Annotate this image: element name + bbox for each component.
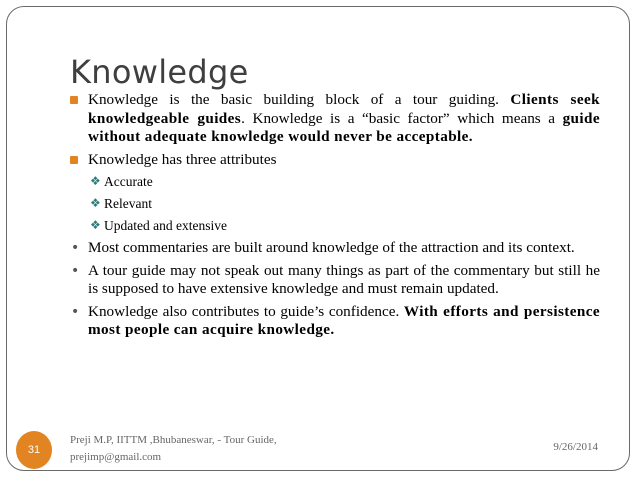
item-text: With efforts and persistence most people can acquire knowledge. [88, 302, 601, 338]
bullet-list [68, 91, 600, 344]
item-text: Relevant [104, 196, 152, 211]
item-text: guide without adequate knowledge would never be acceptable. [88, 109, 601, 145]
list-item [68, 151, 600, 170]
footer-date: 9/26/2014 [553, 441, 598, 453]
diamond-bullet-icon: ❖ [90, 196, 101, 210]
item-text: . Knowledge is a “basic factor” which means a [241, 109, 563, 127]
square-bullet-icon [70, 96, 78, 104]
diamond-bullet-icon: ❖ [90, 218, 101, 232]
item-text: Most commentaries are built around knowledge of the attraction and its context. [88, 239, 575, 256]
slide-title: Knowledge [70, 53, 249, 91]
item-text: Knowledge is the basic building block of a tour guiding. [88, 91, 511, 108]
list-item [68, 262, 600, 299]
diamond-bullet-icon: ❖ [90, 174, 101, 188]
sub-list-item [68, 173, 600, 190]
square-bullet-icon [70, 156, 78, 164]
item-text: A tour guide may not speak out many things as part of the commentary but still he is supposed to have extensive knowledge and must remain updated. [88, 261, 600, 297]
dot-bullet-icon: • [71, 303, 80, 320]
sub-list-item [68, 195, 600, 212]
slide-number-badge: 31 [16, 431, 52, 469]
list-item [68, 239, 600, 258]
item-text: Updated and extensive [104, 218, 227, 233]
item-text: Knowledge has three attributes [88, 150, 277, 168]
dot-bullet-icon: • [71, 240, 80, 256]
item-text: Clients seek knowledgeable guides [88, 91, 600, 127]
sub-list-item [68, 217, 600, 234]
item-text: Knowledge also contributes to guide’s confidence. [88, 302, 404, 320]
list-item [68, 303, 600, 340]
dot-bullet-icon: • [71, 262, 80, 279]
item-text: Accurate [104, 174, 153, 189]
footer-author: Preji M.P, IITTM ,Bhubaneswar, - Tour Guide, prejimp@gmail.com [70, 434, 277, 463]
list-item [68, 91, 600, 147]
